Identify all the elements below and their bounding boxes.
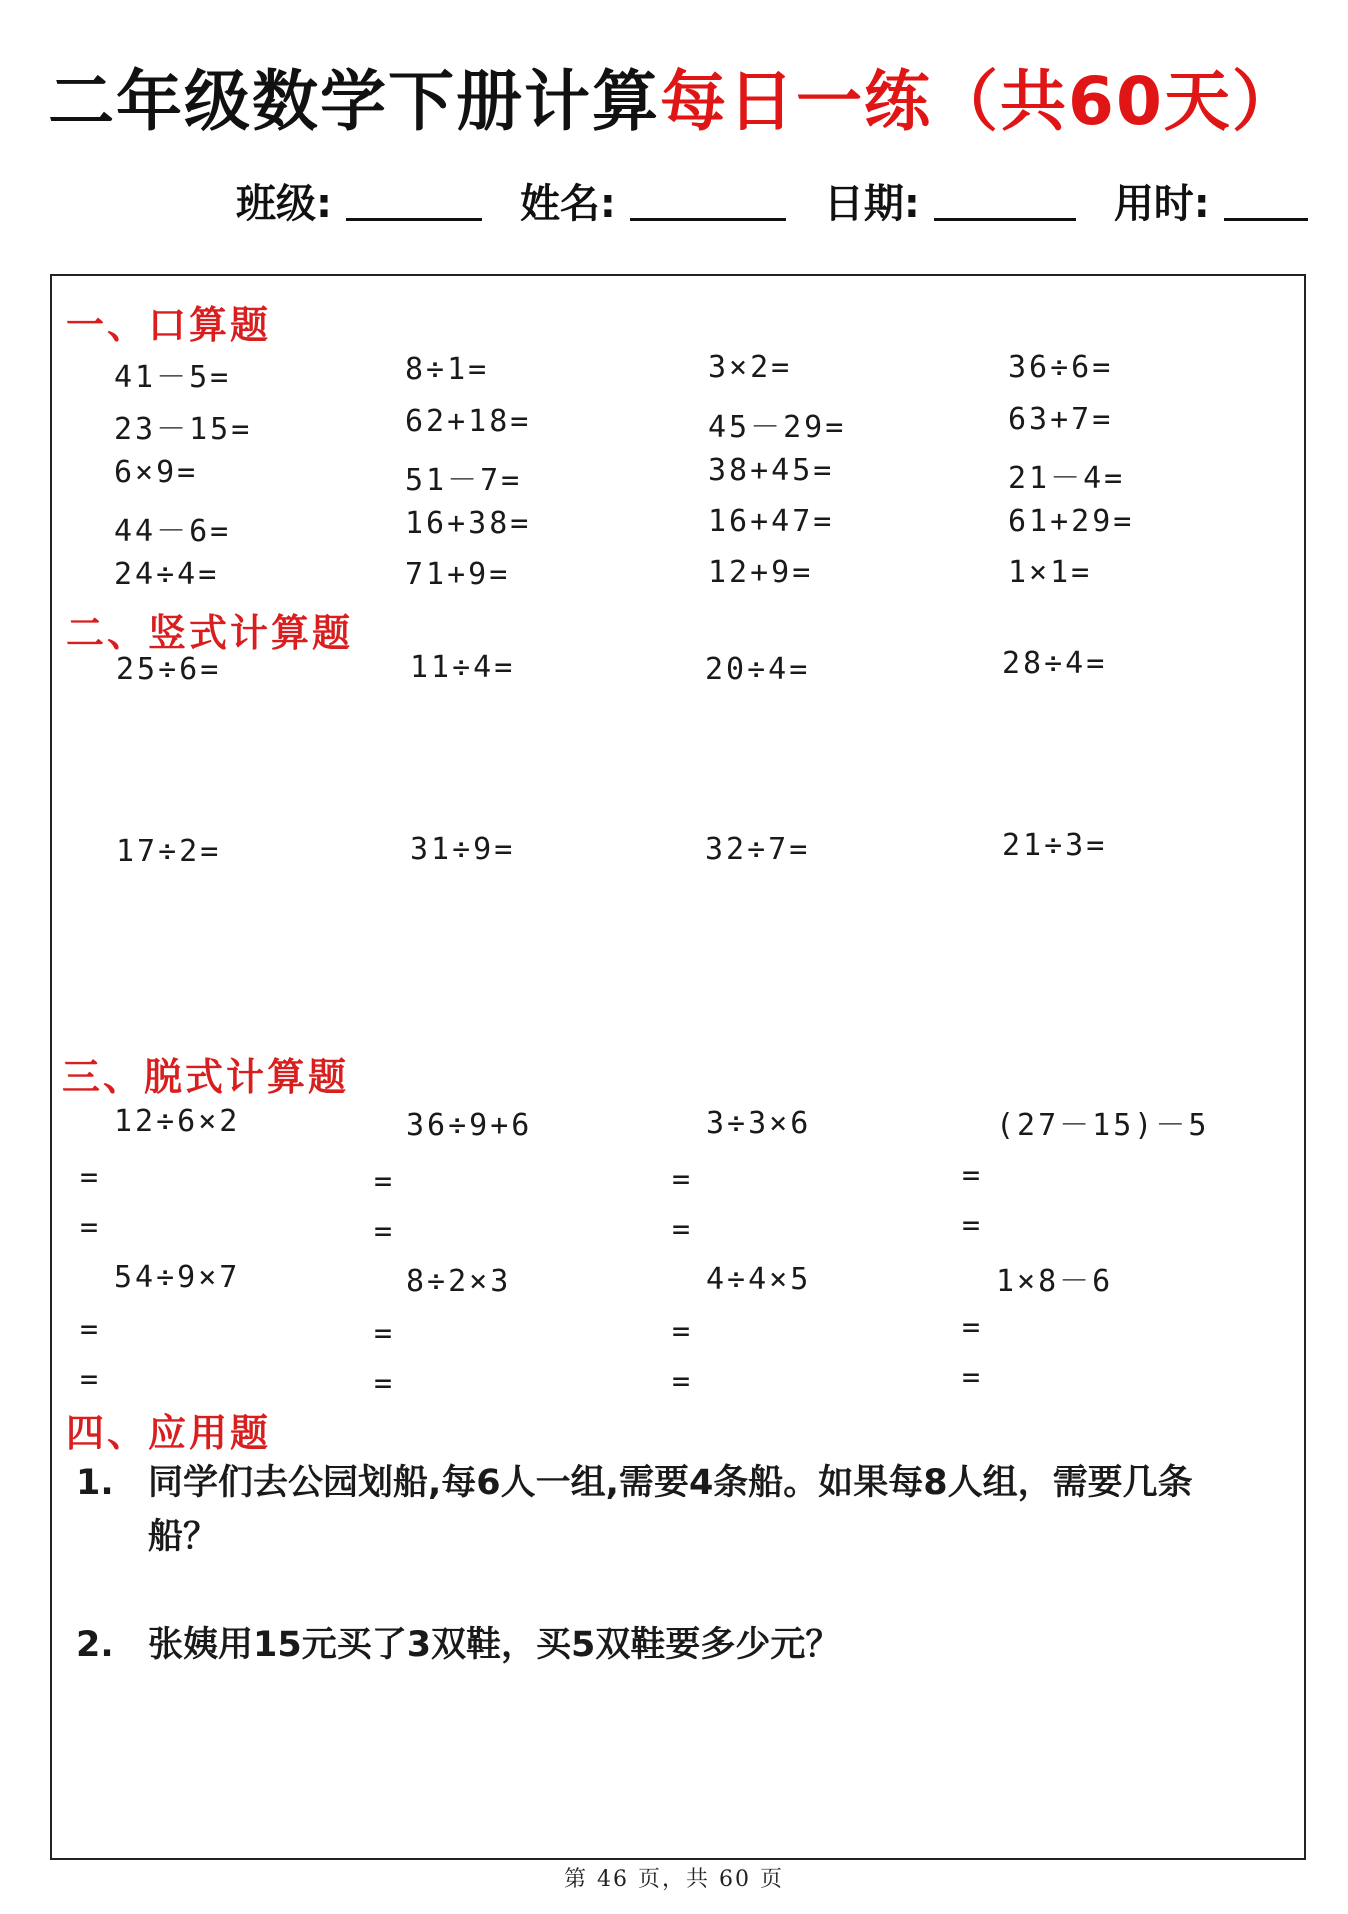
time-field[interactable] bbox=[1224, 218, 1308, 221]
oral-item: 61+29= bbox=[1008, 504, 1135, 539]
stepwise-item: 12÷6×2 bbox=[114, 1104, 241, 1139]
vertical-item: 11÷4= bbox=[410, 650, 516, 685]
name-label: 姓名: bbox=[519, 181, 616, 227]
section-stepwise-heading: 三、脱式计算题 bbox=[62, 1055, 350, 1099]
equals-mark: = bbox=[374, 1214, 393, 1249]
stepwise-item: 1×8－6 bbox=[996, 1264, 1114, 1299]
oral-item: 45－29= bbox=[708, 410, 847, 445]
equals-mark: = bbox=[374, 1366, 393, 1401]
equals-mark: = bbox=[672, 1314, 691, 1349]
oral-item: 8÷1= bbox=[405, 352, 490, 387]
stepwise-item: 3÷3×6 bbox=[706, 1106, 812, 1141]
oral-item: 16+38= bbox=[405, 506, 532, 541]
problem-text: 张姨用15元买了3双鞋，买5双鞋要多少元？ bbox=[148, 1625, 841, 1665]
oral-item: 63+7= bbox=[1008, 402, 1114, 437]
vertical-item: 31÷9= bbox=[410, 832, 516, 867]
vertical-item: 21÷3= bbox=[1002, 828, 1108, 863]
section-word-heading: 四、应用题 bbox=[66, 1411, 272, 1455]
vertical-item: 17÷2= bbox=[116, 834, 222, 869]
equals-mark: = bbox=[80, 1160, 99, 1195]
problem-number: 2. bbox=[76, 1625, 114, 1665]
oral-item: 3×2= bbox=[708, 350, 793, 385]
word-problem bbox=[76, 1456, 1248, 1564]
date-label: 日期: bbox=[823, 181, 920, 227]
equals-mark: = bbox=[962, 1158, 981, 1193]
equals-mark: = bbox=[374, 1164, 393, 1199]
section-oral-heading: 一、口算题 bbox=[66, 303, 272, 347]
oral-item: 71+9= bbox=[405, 557, 511, 592]
oral-item: 1×1= bbox=[1008, 555, 1093, 590]
oral-item: 44－6= bbox=[114, 514, 232, 549]
vertical-item: 28÷4= bbox=[1002, 646, 1108, 681]
oral-item: 62+18= bbox=[405, 404, 532, 439]
equals-mark: = bbox=[962, 1310, 981, 1345]
stepwise-item: 8÷2×3 bbox=[406, 1264, 512, 1299]
page-title bbox=[0, 48, 1348, 143]
stepwise-item: 4÷4×5 bbox=[706, 1262, 812, 1297]
oral-item: 12+9= bbox=[708, 555, 814, 590]
problem-number: 1. bbox=[76, 1463, 114, 1503]
equals-mark: = bbox=[672, 1212, 691, 1247]
stepwise-item: 36÷9+6 bbox=[406, 1108, 533, 1143]
word-problem bbox=[76, 1618, 1248, 1672]
vertical-item: 20÷4= bbox=[705, 652, 811, 687]
oral-item: 6×9= bbox=[114, 455, 199, 490]
oral-item: 23－15= bbox=[114, 412, 253, 447]
vertical-item: 32÷7= bbox=[705, 832, 811, 867]
equals-mark: = bbox=[80, 1210, 99, 1245]
oral-item: 38+45= bbox=[708, 453, 835, 488]
equals-mark: = bbox=[374, 1316, 393, 1351]
oral-item: 16+47= bbox=[708, 504, 835, 539]
equals-mark: = bbox=[80, 1312, 99, 1347]
name-field[interactable] bbox=[630, 218, 786, 221]
class-label: 班级: bbox=[236, 181, 332, 227]
title-highlight: 每日一练（共60天） bbox=[660, 63, 1300, 140]
equals-mark: = bbox=[80, 1362, 99, 1397]
stepwise-item: 54÷9×7 bbox=[114, 1260, 241, 1295]
equals-mark: = bbox=[962, 1360, 981, 1395]
oral-item: 51－7= bbox=[405, 463, 523, 498]
equals-mark: = bbox=[672, 1162, 691, 1197]
oral-item: 36÷6= bbox=[1008, 350, 1114, 385]
equals-mark: = bbox=[672, 1364, 691, 1399]
student-info-row bbox=[236, 172, 1322, 229]
problem-text: 同学们去公园划船,每6人一组,需要4条船。如果每8人组，需要几条船？ bbox=[148, 1463, 1193, 1557]
oral-item: 21－4= bbox=[1008, 461, 1126, 496]
equals-mark: = bbox=[962, 1208, 981, 1243]
oral-item: 24÷4= bbox=[114, 557, 220, 592]
page-footer: 第 46 页，共 60 页 bbox=[564, 1867, 784, 1892]
vertical-item: 25÷6= bbox=[116, 652, 222, 687]
title-main: 二年级数学下册计算 bbox=[48, 63, 661, 140]
section-vertical-heading: 二、竖式计算题 bbox=[66, 611, 354, 655]
oral-item: 41－5= bbox=[114, 360, 232, 395]
stepwise-item: (27－15)－5 bbox=[996, 1108, 1210, 1143]
date-field[interactable] bbox=[934, 218, 1076, 221]
class-field[interactable] bbox=[346, 218, 482, 221]
time-label: 用时: bbox=[1113, 181, 1210, 227]
